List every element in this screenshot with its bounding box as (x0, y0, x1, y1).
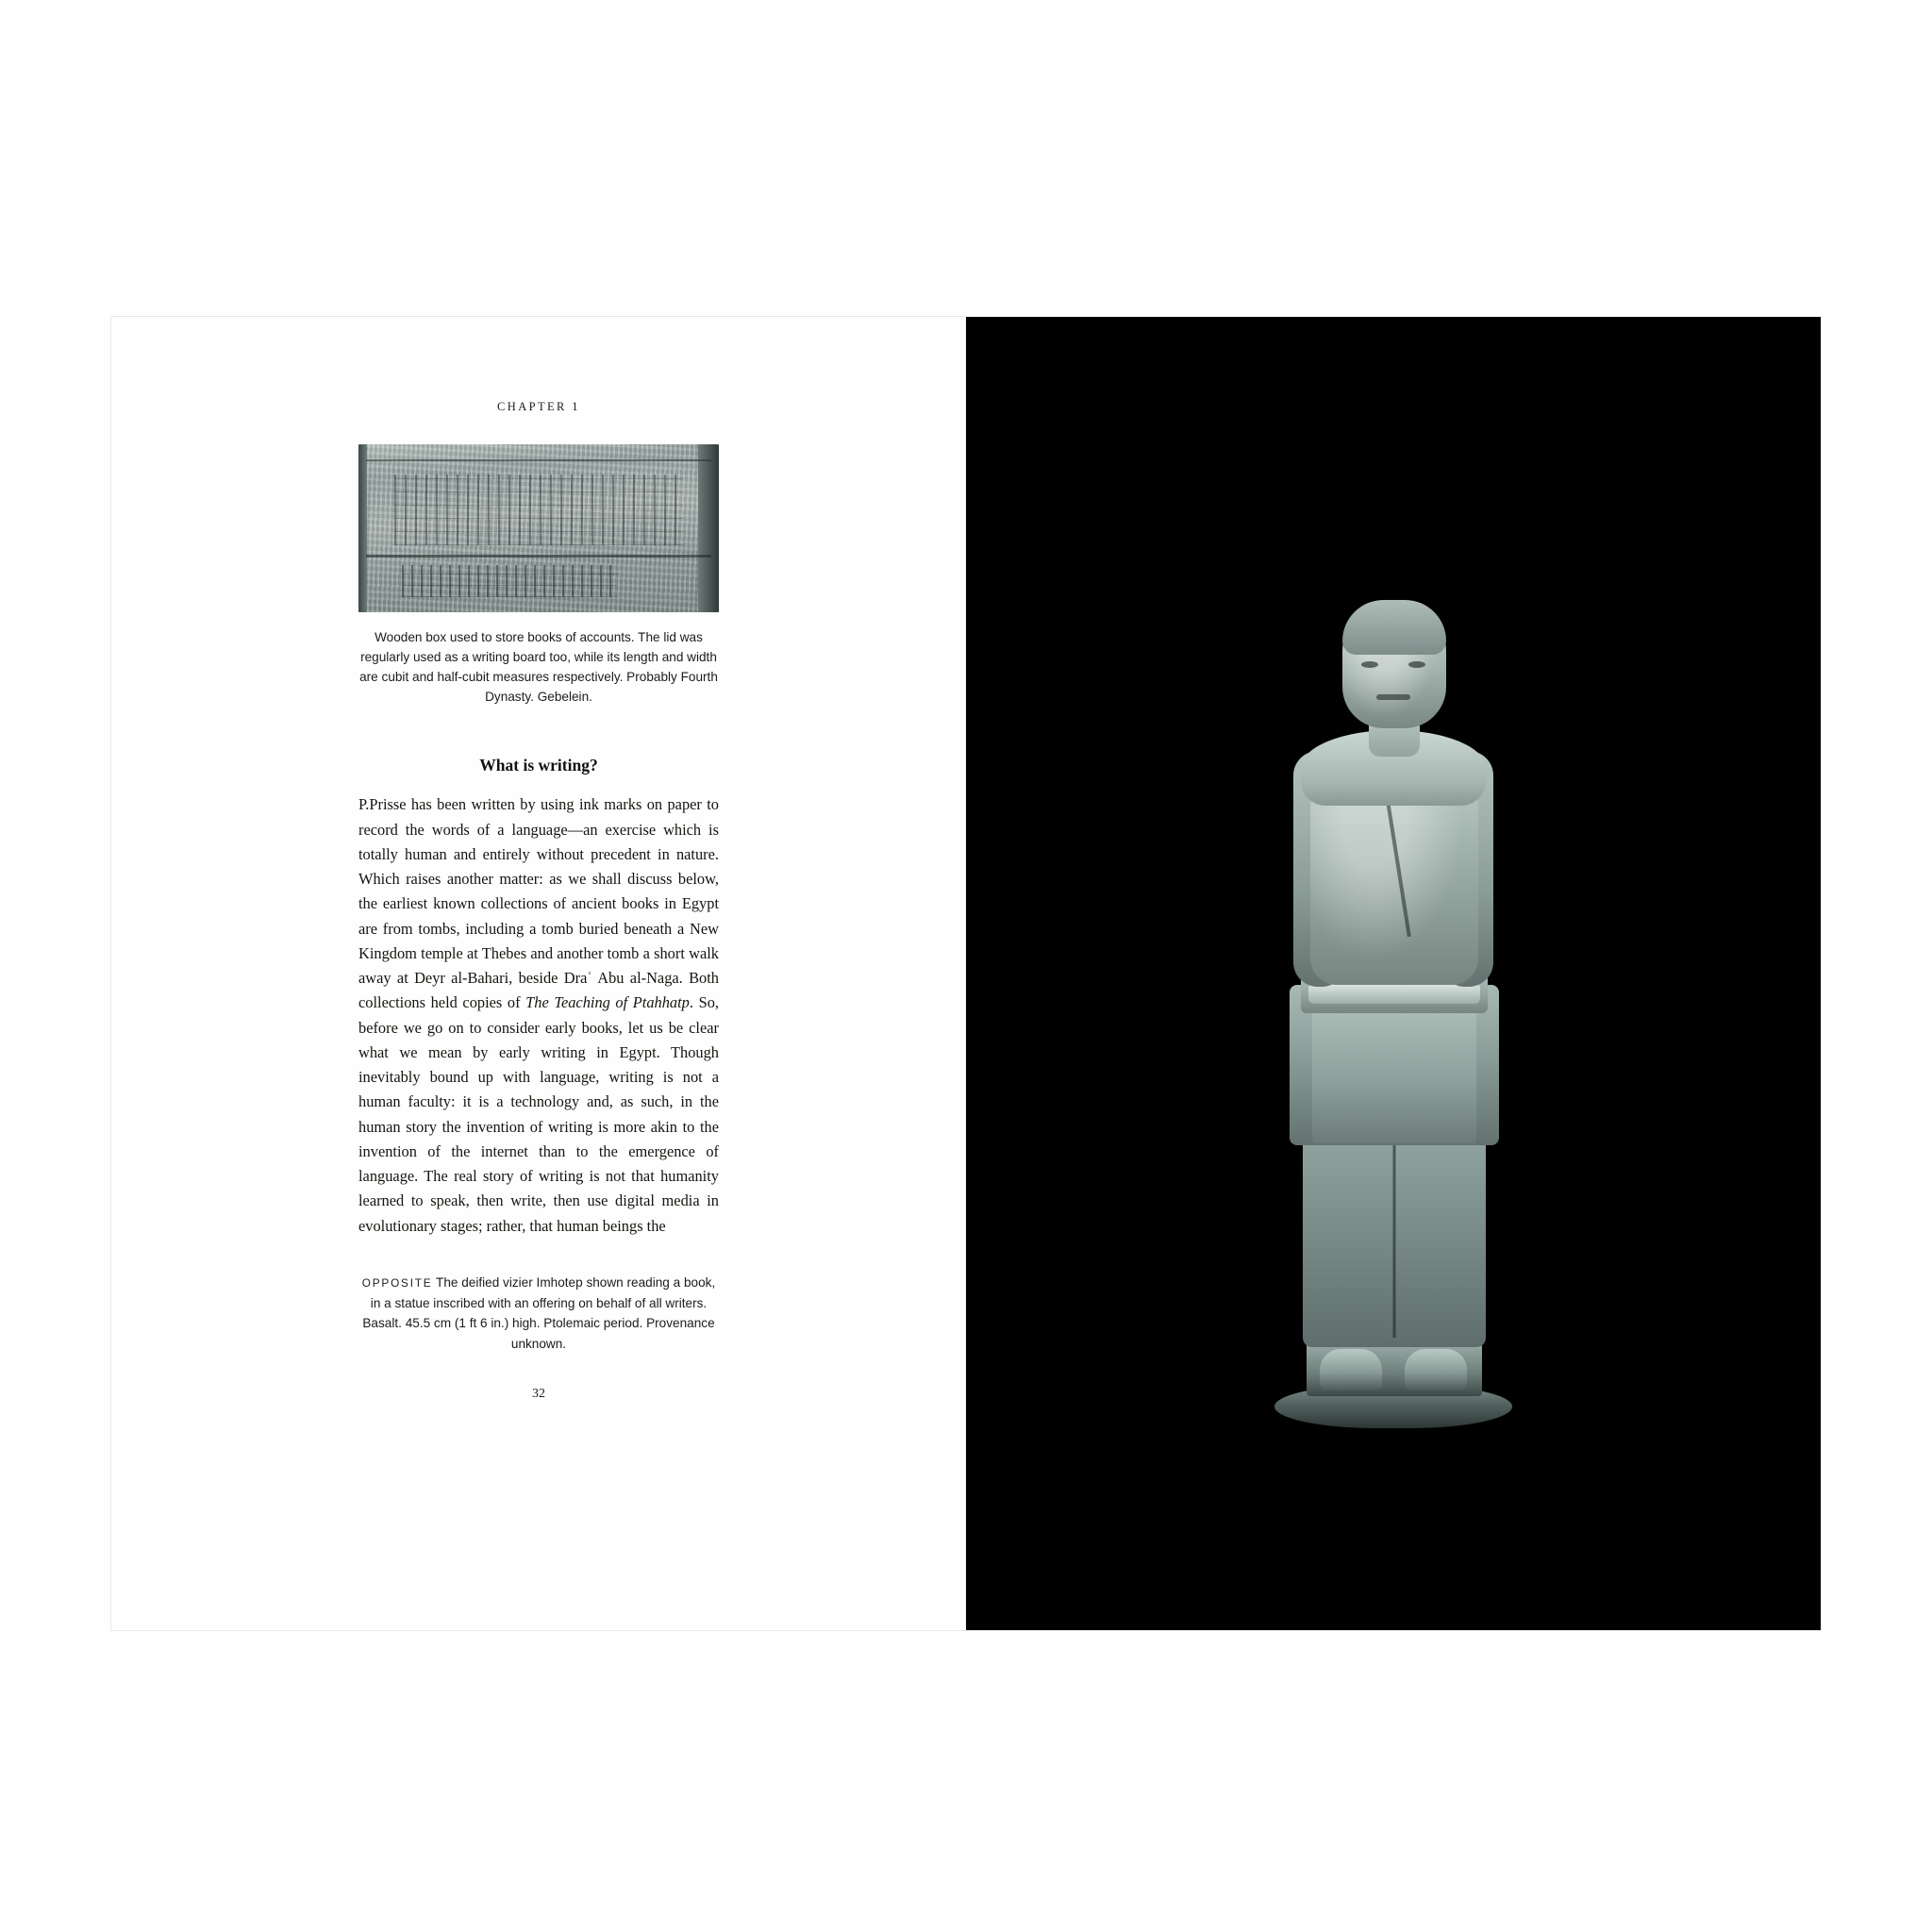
hieratic-script-upper (394, 475, 683, 545)
figure-caption: Wooden box used to store books of accounts. The lid was regularly used as a writing board too, while its length and width are cubit and half-cubit measures respectively. Probably Fourth Dynasty. Gebelein. (359, 630, 718, 705)
opposite-label: OPPOSITE (361, 1275, 433, 1290)
statue-legs (1303, 1130, 1486, 1347)
opposite-caption-text: The deified vizier Imhotep shown reading a book, in a statue inscribed with an offering on behalf of all writers. Basalt. 45.5 cm (1 ft 6 in.) high. Ptolemaic period. Provenance unknown. (362, 1274, 716, 1351)
text-column (358, 317, 719, 1402)
box-rail-middle (366, 555, 712, 558)
section-heading: What is writing? (479, 756, 598, 775)
box-edge-right (698, 444, 719, 612)
box-rail-top (366, 459, 712, 461)
body-paragraph: P.Prisse has been written by using ink marks on paper to record the words of a language—an exercise which is totally human and entirely without precedent in nature. Which raises another matter: as we shall discuss below, the earliest known collections of ancient books in Egypt are from tombs, including a tomb buried beneath a New Kingdom temple at Thebes and another tomb a short walk away at Deyr al-Bahari, beside Draʿ Abu al-Naga. Both collections held copies of The Teaching of Ptahhatp. So, before we go on to consider early books, let us be clear what we mean by early writing in Egypt. Though inevitably bound up with language, writing is not a human faculty: it is a technology and, as such, in the human story the invention of writing is more akin to the invention of the internet than to the emergence of language. The real story of writing is not that humanity learned to speak, then write, then use digital media in evolutionary stages; rather, that human beings the (358, 795, 719, 1235)
statue-left-foot (1320, 1349, 1382, 1391)
right-page (966, 317, 1821, 1630)
box-edge-left (358, 444, 367, 612)
statue-right-eye (1408, 661, 1425, 668)
book-spread (111, 317, 1821, 1630)
chapter-label: CHAPTER 1 (497, 400, 580, 413)
opposite-caption (358, 1273, 719, 1355)
statue-right-foot (1405, 1349, 1467, 1391)
imhotep-statue-photograph (1252, 419, 1535, 1428)
statue-left-eye (1361, 661, 1378, 668)
statue-mouth (1376, 694, 1410, 700)
papyrus-scroll (1308, 983, 1480, 1004)
wooden-box-photograph (358, 444, 719, 612)
page-number: 32 (532, 1386, 545, 1401)
statue-skull-cap (1342, 600, 1446, 655)
hieratic-script-lower (402, 565, 618, 597)
left-page (111, 317, 966, 1630)
